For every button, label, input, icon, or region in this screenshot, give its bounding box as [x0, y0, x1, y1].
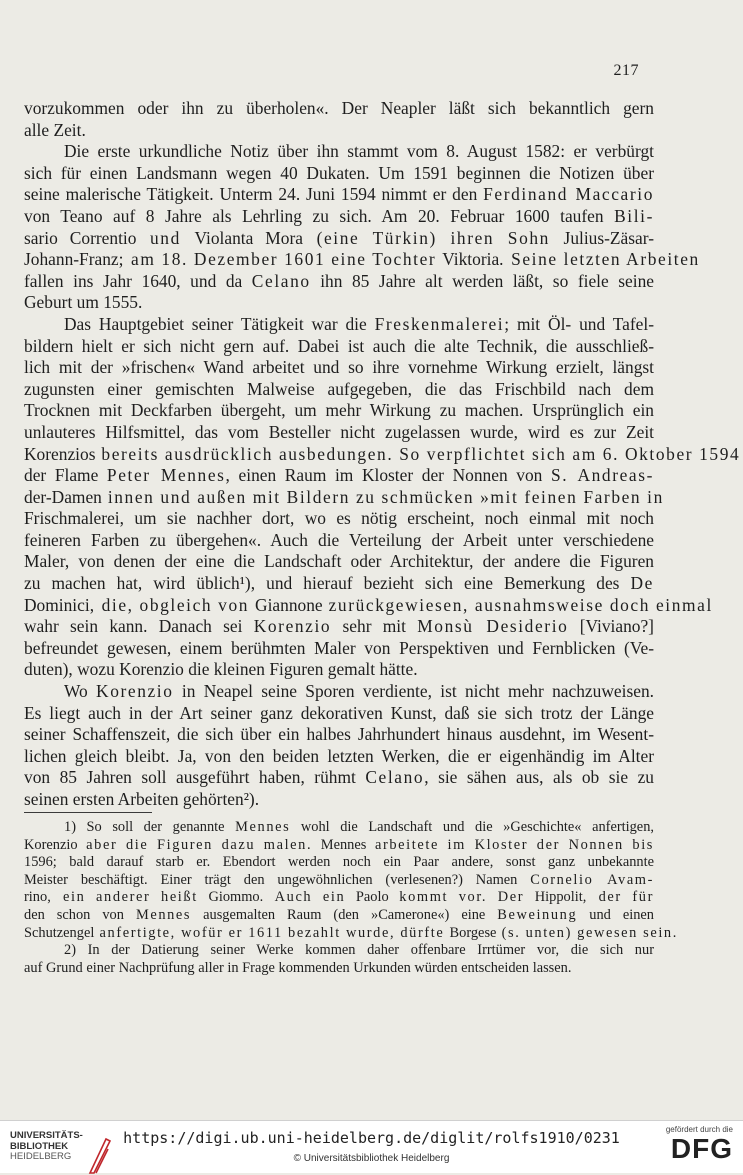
text-run: Giannone	[255, 594, 323, 615]
spaced-name: . Seine letzten Arbeiten	[499, 249, 700, 270]
text-run: befreundet gewesen, einem berühmten Maler von Perspektiven und Fernblicken (Ve-	[24, 637, 654, 658]
body-line	[24, 746, 654, 768]
spaced-name: Korenzio	[96, 681, 174, 702]
text-run: feineren Farben zu übergehen«. Auch die Verteilung der Arbeit unter verschiedene	[24, 529, 654, 550]
text-run: 1) So soll der genannte	[64, 819, 236, 835]
text-run: Julius-Zäsar-	[563, 227, 654, 248]
text-run: Frischmalerei, um sie nachher dort, wo es nötig erscheint, noch einmal mit noch	[24, 508, 654, 529]
spaced-name: arbeitete im Kloster der Nonnen bis	[366, 836, 654, 853]
body-line	[24, 120, 654, 142]
body-line	[24, 98, 654, 120]
spaced-name: kommt vor. Der	[388, 889, 535, 906]
body-line	[24, 659, 654, 681]
text-run: in Neapel seine Sporen verdiente, ist nicht mehr nachzuweisen.	[173, 681, 654, 702]
text-run: ausgemalten Raum (den »Camerone«) eine	[191, 906, 498, 923]
footnote-line	[24, 924, 678, 943]
spaced-name: , der für	[582, 889, 654, 906]
footnote-line	[24, 854, 654, 872]
text-run: zugunsten einer gemischten Malweise aufgegeben, die das Frischbild nach dem	[24, 378, 654, 399]
text-run: Dominici	[24, 594, 90, 615]
spaced-name: (s. unten) gewesen sein.	[496, 924, 678, 941]
text-run: Geburt um 1555.	[24, 292, 143, 313]
body-text	[24, 98, 741, 811]
text-run: Die erste urkundliche Notiz über ihn stammt vom 8. August 1582: er verbürgt	[64, 141, 654, 162]
text-run: unlauteres Hilfsmittel, das vom Besteller nicht zugelassen wurde, wird es zur Zeit	[24, 421, 654, 442]
spaced-name: Freskenmalerei	[374, 313, 505, 334]
footnote-line	[24, 872, 654, 890]
text-run: Violanta Mora	[194, 227, 303, 248]
text-run: vorzukommen oder ihn zu überholen«. Der Neapler läßt sich bekanntlich gern	[24, 98, 654, 118]
spaced-name: ; am 18. Dezember 1601 eine Tochter	[118, 249, 443, 270]
text-run: Meister beschäftigt. Einer trägt den ungewöhnlichen (verlesenen?) Namen	[24, 871, 531, 888]
spaced-name: Korenzio	[253, 616, 332, 637]
body-line	[24, 206, 654, 228]
body-line	[24, 141, 654, 163]
text-run: der Flame	[24, 465, 107, 486]
text-run: von Teano auf 8 Jahre als Lehrling zu sich. Am 20. Februar 1600 taufen	[24, 205, 615, 226]
spaced-name: innen und außen mit Bildern zu schmücken »mit feinen Farben in	[101, 486, 664, 507]
text-run: Das Hauptgebiet seiner Tätigkeit war die	[64, 313, 375, 334]
spaced-name: Monsù Desiderio	[417, 616, 569, 637]
text-run: sich für einen Landsmann wegen 40 Dukaten. Um 1591 beginnen die Notizen über	[24, 162, 654, 183]
body-line	[24, 228, 654, 250]
text-run: 1596; bald darauf starb er. Ebendort werden noch ein Paar andere, sonst ganz unbekannte	[24, 854, 654, 871]
body-line	[24, 681, 654, 703]
footnote-line	[24, 819, 654, 837]
spaced-name: Cornelio Avam-	[530, 871, 654, 888]
text-run: 2) In der Datierung seiner Werke kommen daher offenbare Irrtümer vor, die sich nur	[64, 942, 654, 959]
text-run: Hippolit	[534, 889, 583, 906]
text-run: auf Grund einer Nachprüfung aller in Frage kommenden Urkunden würden entscheiden lassen.	[24, 959, 572, 976]
body-line	[24, 789, 654, 811]
spaced-name: S. Andreas-	[550, 465, 655, 486]
footnote-line	[24, 907, 654, 925]
spaced-name: Mennes	[235, 819, 291, 835]
text-run: lichen gleich bleibt. Ja, von den beiden letzten Werken, die er eigenhändig im Alter	[24, 745, 654, 766]
text-run: duten), wozu Korenzio die kleinen Figuren gemalt hätte.	[24, 659, 418, 680]
text-run: Korenzios	[24, 443, 96, 464]
body-line	[24, 400, 654, 422]
funder-block	[643, 1125, 733, 1164]
footnote-rule	[24, 812, 152, 813]
body-line	[24, 249, 700, 271]
text-run: den schon von	[24, 906, 136, 923]
spaced-name: Celano	[251, 270, 311, 291]
text-run: alle Zeit.	[24, 119, 86, 140]
footnote-line	[24, 960, 654, 978]
library-name-line2: BIBLIOTHEK	[10, 1140, 69, 1152]
text-run: ihn 85 Jahre alt werden läßt, so fiele seine	[310, 270, 654, 291]
body-line	[24, 530, 654, 552]
text-run: Maler, von denen der eine die Landschaft oder Architektur, der andere die Figuren	[24, 551, 654, 572]
body-line	[24, 486, 664, 509]
text-run: seiner Schaffenszeit, die sich über ein halbes Jahrhundert hinaus ausdehnt, im Wesent-	[24, 724, 654, 745]
text-run: Johann-Franz	[24, 249, 119, 270]
text-run: seinen ersten Arbeiten gehörten²).	[24, 789, 260, 809]
dfg-logo: DFG	[670, 1133, 733, 1164]
footnote-line	[24, 942, 654, 960]
footnotes	[24, 812, 678, 977]
text-run: Schutzengel	[24, 924, 95, 941]
spaced-name: aber die Figuren dazu malen.	[77, 836, 321, 853]
text-run: , einen Raum im Kloster der Nonnen von	[225, 465, 551, 486]
body-line	[24, 357, 654, 379]
text-run: und einen	[577, 906, 655, 923]
library-name-line3: HEIDELBERG	[10, 1151, 72, 1162]
spaced-name: Ferdinand Maccario	[483, 184, 654, 205]
footnote-line	[24, 889, 654, 907]
body-line	[24, 638, 654, 660]
body-line	[24, 767, 654, 789]
body-line	[24, 271, 654, 293]
permalink-url[interactable]: https://digi.ub.uni-heidelberg.de/diglit/rolfs1910/0231	[123, 1129, 620, 1147]
body-line	[24, 184, 654, 206]
text-run: Borgese	[449, 924, 497, 941]
spaced-name: Celano	[365, 767, 425, 788]
spaced-name: bereits ausdrücklich ausbedungen. So verpflichtet sich am 6. Oktober 1594	[95, 443, 741, 464]
body-line	[24, 314, 654, 336]
body-line	[24, 724, 654, 746]
body-line	[24, 292, 654, 314]
body-line	[24, 422, 654, 444]
text-run: bildern hielt er sich nicht gern auf. Dabei ist auch die alte Technik, die ausschließ-	[24, 335, 654, 356]
text-run: zu machen hat, wird üblich¹), und hierauf bezieht sich eine Bemerkung des	[24, 573, 631, 594]
body-line	[24, 508, 654, 530]
body-line	[24, 551, 654, 573]
text-run: Korenzio	[24, 836, 78, 853]
body-line	[24, 616, 654, 638]
spaced-name: Mennes	[135, 906, 192, 923]
text-run: Mennes	[320, 836, 367, 853]
body-line	[24, 379, 654, 401]
text-run: wahr sein kann. Danach sei	[24, 616, 254, 637]
text-run: Trocknen mit Deckfarben übergeht, um mehr Wirkung zu machen. Ursprünglich ein	[24, 400, 654, 421]
page-number: 217	[613, 62, 639, 79]
library-name-line1: UNIVERSITÄTS-	[10, 1130, 83, 1141]
spaced-name: Beweinung	[497, 906, 578, 923]
body-line	[24, 443, 741, 466]
spaced-name: Peter Mennes	[106, 465, 226, 486]
body-line	[24, 163, 654, 185]
text-run: wohl die Landschaft und die »Geschichte« anfertigen,	[290, 819, 654, 835]
spaced-name: . Auch ein	[259, 889, 356, 906]
text-run: sehr mit	[331, 616, 418, 637]
text-run: [Viviano?]	[568, 616, 654, 637]
body-line	[24, 594, 713, 617]
text-run: Giommo	[208, 889, 260, 906]
body-line	[24, 465, 654, 487]
copyright-notice: © Universitätsbibliothek Heidelberg	[293, 1153, 450, 1164]
text-run: Wo	[64, 681, 97, 702]
text-run: sario Correntio	[24, 227, 137, 248]
body-line	[24, 336, 654, 358]
viewer-footer	[0, 1120, 743, 1173]
text-run: rino	[24, 889, 48, 906]
spaced-name: , die, obgleich von	[89, 594, 256, 615]
text-run: Es liegt auch in der Art seiner ganz dekorativen Kunst, daß sie sich trotz der Länge	[24, 702, 654, 723]
text-run: der-Damen	[24, 486, 102, 507]
spaced-name: , ein anderer heißt	[47, 889, 209, 906]
text-run: Paolo	[355, 889, 389, 906]
body-line	[24, 703, 654, 725]
text-run: lich mit der »frischen« Wand arbeitet und so ihre vornehme Wirkung erzielt, längst	[24, 357, 654, 378]
text-run: fallen ins Jahr 1640, und da	[24, 270, 252, 291]
text-run: seine malerische Tätigkeit. Unterm 24. Juni 1594 nimmt er den	[24, 184, 484, 205]
text-run: von 85 Jahren soll ausgeführt haben, rühmt	[24, 767, 366, 788]
spaced-name: De	[630, 573, 654, 594]
text-run: ; mit Öl- und Tafel-	[504, 313, 654, 334]
body-line	[24, 573, 654, 595]
footnote-line	[24, 837, 654, 855]
spaced-name: Bili-	[614, 205, 654, 226]
text-run: , sie sähen aus, als ob sie zu	[424, 767, 654, 788]
spaced-name: zurückgewiesen, ausnahmsweise doch einmal	[322, 594, 713, 615]
spaced-name: anfertigte, wofür er 1611 bezahlt wurde, dürfte	[94, 924, 450, 941]
text-run: Viktoria	[442, 249, 500, 270]
spaced-name: (eine Türkin) ihren Sohn	[302, 227, 564, 248]
spaced-name: und	[136, 227, 195, 248]
funding-text: gefördert durch die	[665, 1125, 733, 1134]
